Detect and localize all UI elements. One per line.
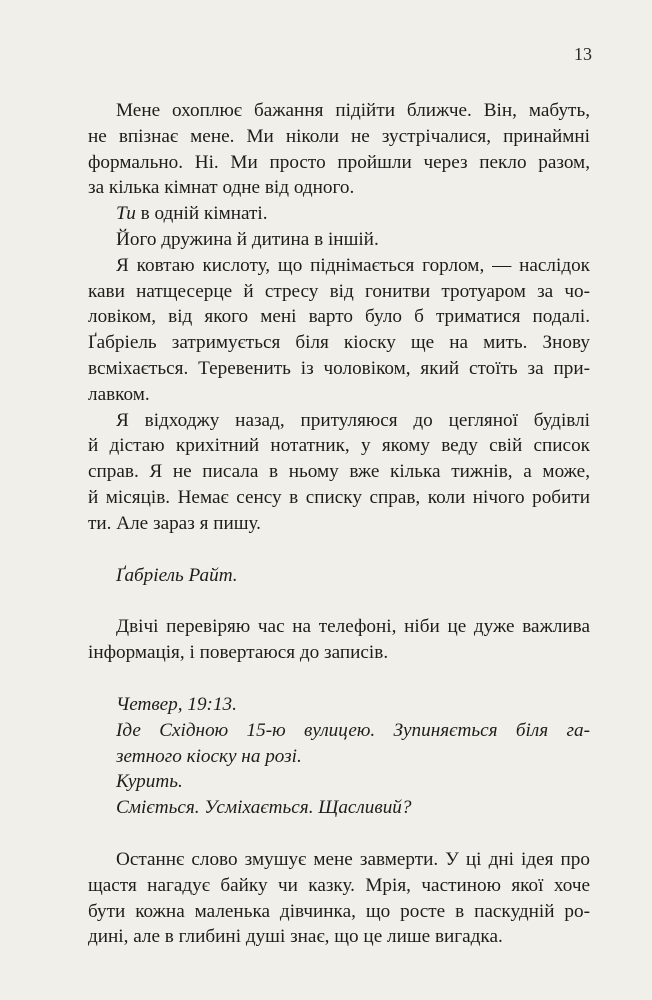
text-line: Ґабріель затримується біля кіоску ще на мить. Знову bbox=[88, 332, 590, 354]
text-line: щастя нагадує байку чи казку. Мрія, частиною якої хоче bbox=[88, 874, 590, 896]
text-line: Мене охоплює бажання підійти ближче. Він, мабуть, bbox=[116, 100, 590, 121]
note-line-date: Четвер, 19:13. bbox=[116, 693, 237, 715]
page-body bbox=[88, 98, 590, 950]
note-signature: Ґабріель Райт. bbox=[116, 564, 238, 586]
text-line: кави натщесерце й стресу від гонитви тротуаром за чо- bbox=[88, 280, 590, 302]
note-line: зетного кіоску на розі. bbox=[116, 745, 302, 767]
text-line: формально. Ні. Ми просто пройшли через пекло разом, bbox=[88, 151, 590, 173]
paragraph-1 bbox=[88, 98, 590, 201]
emphasis-word: Ти bbox=[116, 203, 136, 225]
note-line: Курить. bbox=[116, 771, 183, 793]
text-line: й місяців. Немає сенсу в списку справ, коли нічого робити bbox=[88, 486, 590, 508]
text-line: бути кожна маленька дівчинка, що росте в паскудній ро- bbox=[88, 900, 590, 922]
text-line: Останнє слово змушує мене завмерти. У ці дні ідея про bbox=[116, 848, 590, 870]
text-line: за кілька кімнат одне від одного. bbox=[88, 177, 355, 199]
text-line: інформація, і повертаюся до записів. bbox=[88, 642, 389, 664]
text-line: лавком. bbox=[88, 383, 150, 405]
text-line: й дістаю крихітний нотатник, у якому веду свій список bbox=[88, 435, 590, 457]
paragraph-5 bbox=[88, 408, 590, 537]
text-line: ловіком, від якого мені варто було б триматися подалі. bbox=[88, 306, 590, 328]
text-line: Я відходжу назад, притуляюся до цегляної будівлі bbox=[116, 409, 590, 431]
text-line: дині, але в глибині душі знає, що це лише вигадка. bbox=[88, 926, 503, 948]
paragraph-6 bbox=[88, 614, 590, 666]
paragraph-3: Його дружина й дитина в іншій. bbox=[116, 228, 379, 250]
note-line: Сміється. Усміхається. Щасливий? bbox=[116, 797, 412, 819]
text-fragment: в одній кімнаті. bbox=[135, 203, 268, 225]
text-line: ти. Але зараз я пишу. bbox=[88, 512, 261, 534]
paragraph-4 bbox=[88, 253, 590, 408]
paragraph-2 bbox=[88, 201, 590, 227]
text-line: не впізнає мене. Ми ніколи не зустрічалися, принаймні bbox=[88, 125, 590, 147]
text-line: всміхається. Теревенить із чоловіком, який стоїть за при- bbox=[88, 357, 590, 379]
notebook-entry bbox=[88, 692, 590, 821]
page-number: 13 bbox=[574, 44, 592, 64]
paragraph-7 bbox=[88, 847, 590, 950]
text-line: Я ковтаю кислоту, що піднімається горлом, — наслідок bbox=[116, 254, 590, 276]
text-line: справ. Я не писала в ньому вже кілька тижнів, а може, bbox=[88, 461, 590, 483]
note-line: Іде Східною 15-ю вулицею. Зупиняється біля га- bbox=[116, 719, 590, 741]
text-line: Двічі перевіряю час на телефоні, ніби це дуже важлива bbox=[116, 616, 590, 638]
